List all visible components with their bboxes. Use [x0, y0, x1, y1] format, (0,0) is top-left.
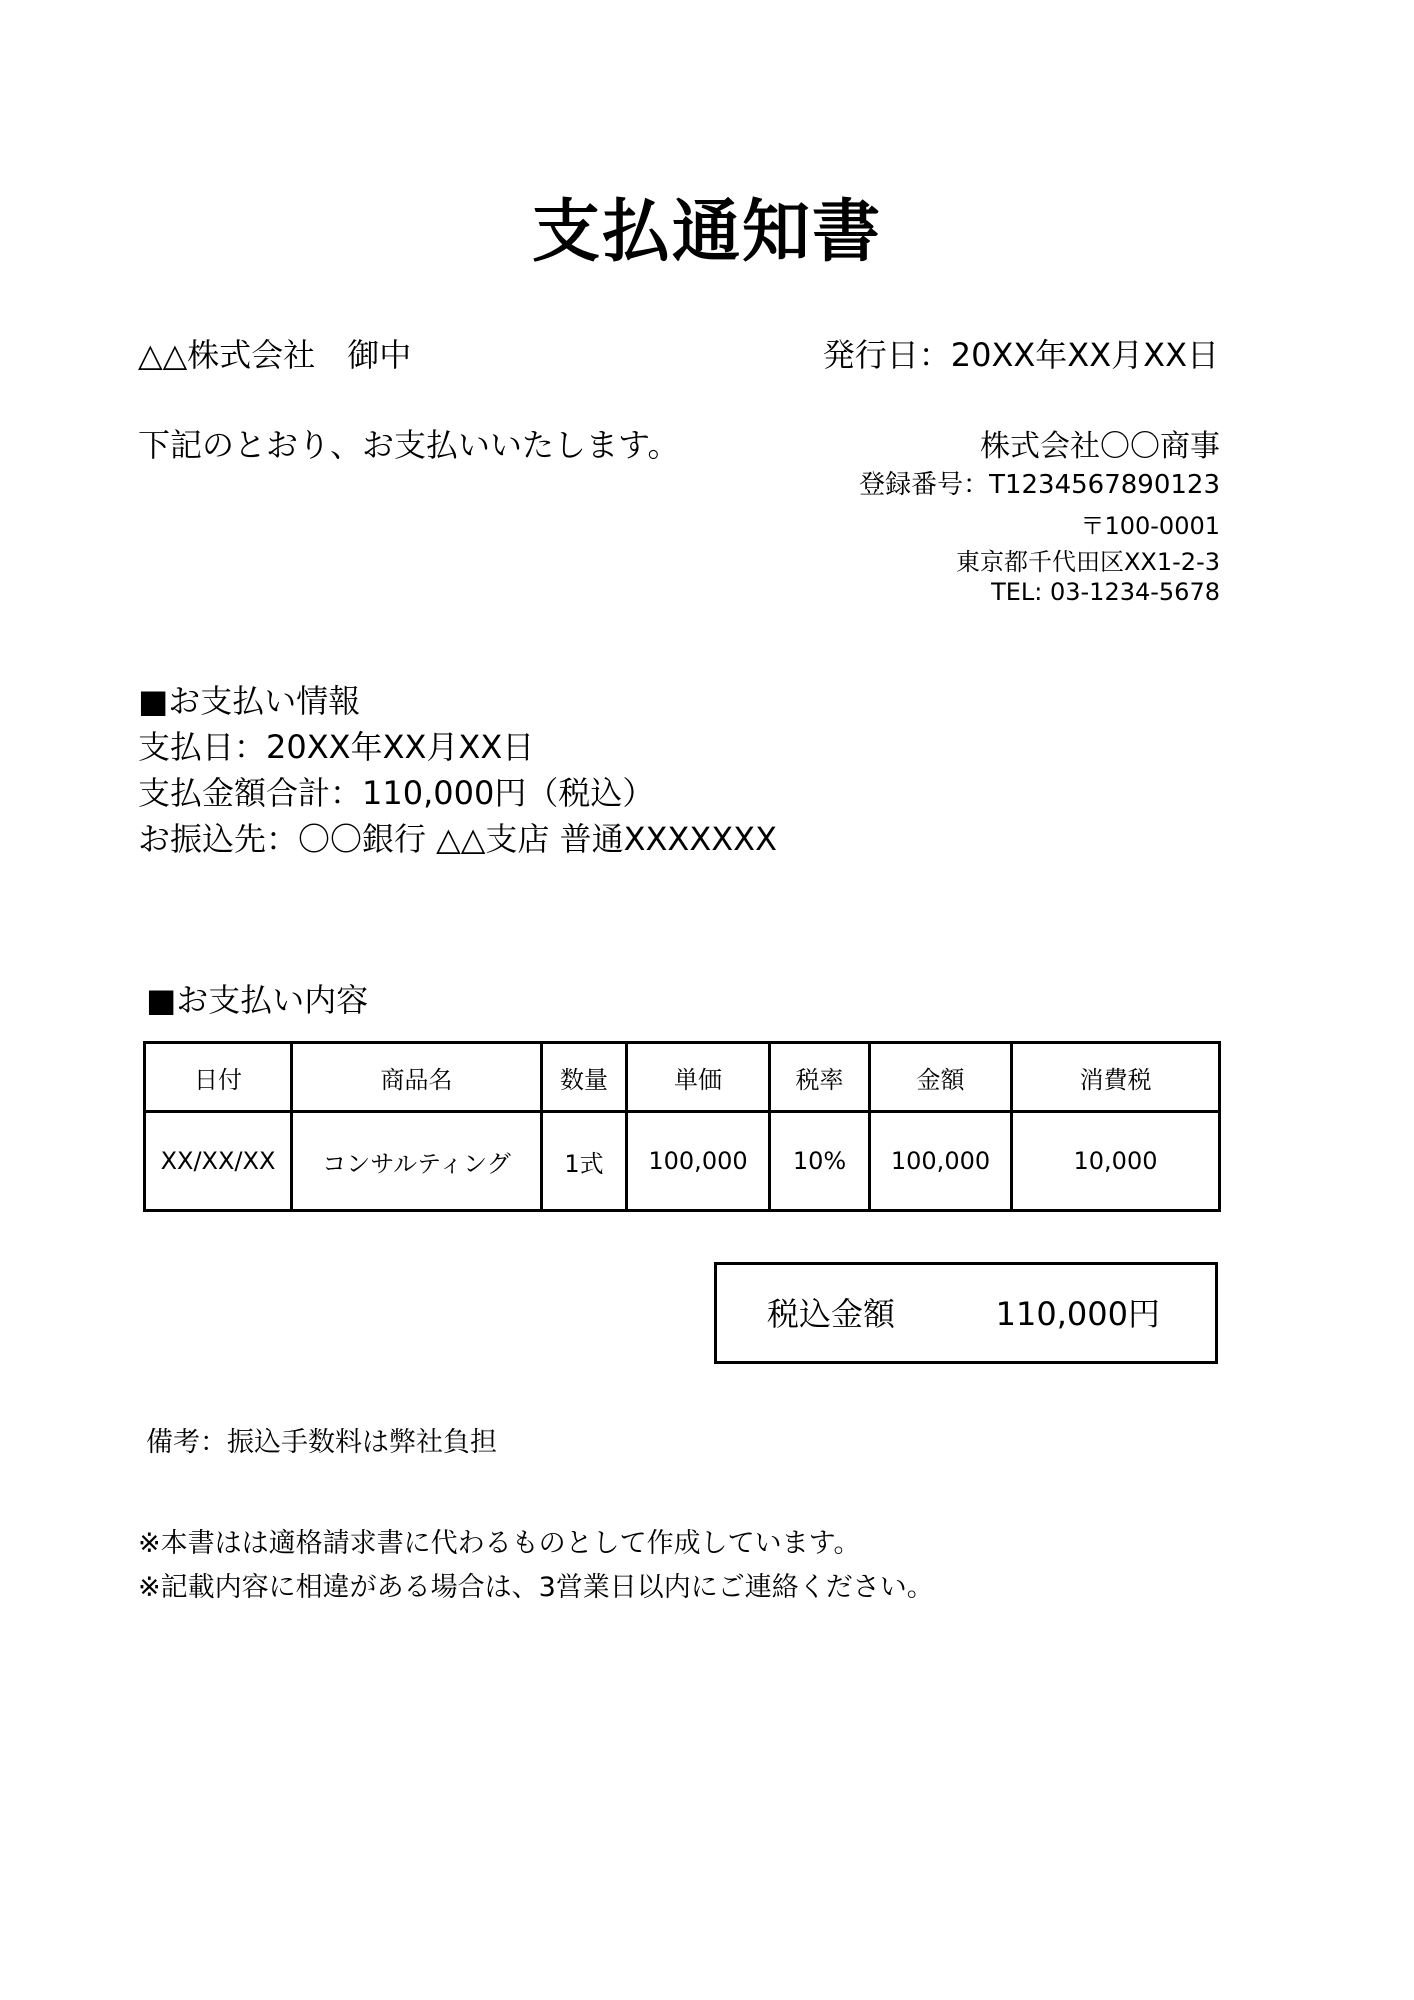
issuer-postal-code: 〒100-0001: [1080, 512, 1220, 540]
issuer-registration: 登録番号：T1234567890123: [859, 470, 1220, 500]
cell-tax-rate: 10%: [770, 1112, 870, 1211]
cell-quantity: 1式: [542, 1112, 627, 1211]
column-header-consumption-tax: 消費税: [1012, 1043, 1220, 1112]
cell-item: コンサルティング: [292, 1112, 542, 1211]
payment-total: 支払金額合計：110,000円（税込）: [138, 774, 655, 812]
recipient-name: △△株式会社 御中: [138, 336, 412, 374]
table-row: [145, 1112, 1220, 1211]
payment-date: 支払日：20XX年XX月XX日: [138, 728, 535, 766]
total-value: 110,000円: [995, 1295, 1160, 1333]
note-line: ※記載内容に相違がある場合は、3営業日以内にご連絡ください。: [138, 1572, 934, 1603]
issuer-tel: TEL: 03-1234-5678: [991, 578, 1220, 606]
table-header-row: [145, 1043, 1220, 1112]
payment-bank: お振込先：〇〇銀行 △△支店 普通XXXXXXX: [138, 820, 778, 858]
column-header-item: 商品名: [292, 1043, 542, 1112]
total-box: [714, 1262, 1218, 1364]
payment-details-table: [143, 1041, 1221, 1212]
total-label: 税込金額: [767, 1295, 896, 1333]
column-header-amount: 金額: [870, 1043, 1012, 1112]
column-header-quantity: 数量: [542, 1043, 627, 1112]
note-line: ※本書はは適格請求書に代わるものとして作成しています。: [138, 1528, 861, 1559]
details-heading: ■お支払い内容: [146, 981, 369, 1019]
cell-date: XX/XX/XX: [145, 1112, 292, 1211]
notes: [138, 1522, 934, 1610]
remarks: 備考：振込手数料は弊社負担: [146, 1427, 497, 1458]
payment-info-section: [138, 678, 777, 862]
column-header-unit-price: 単価: [627, 1043, 770, 1112]
column-header-tax-rate: 税率: [770, 1043, 870, 1112]
issue-date: 発行日：20XX年XX月XX日: [822, 336, 1219, 374]
cell-amount: 100,000: [870, 1112, 1012, 1211]
issuer-address: 東京都千代田区XX1-2-3: [955, 548, 1220, 576]
cell-consumption-tax: 10,000: [1012, 1112, 1220, 1211]
column-header-date: 日付: [145, 1043, 292, 1112]
cell-unit-price: 100,000: [627, 1112, 770, 1211]
page-title: 支払通知書: [531, 193, 882, 272]
payment-info-heading: ■お支払い情報: [138, 682, 361, 720]
intro-text: 下記のとおり、お支払いいたします。: [138, 426, 680, 464]
issuer-name: 株式会社〇〇商事: [980, 429, 1220, 464]
